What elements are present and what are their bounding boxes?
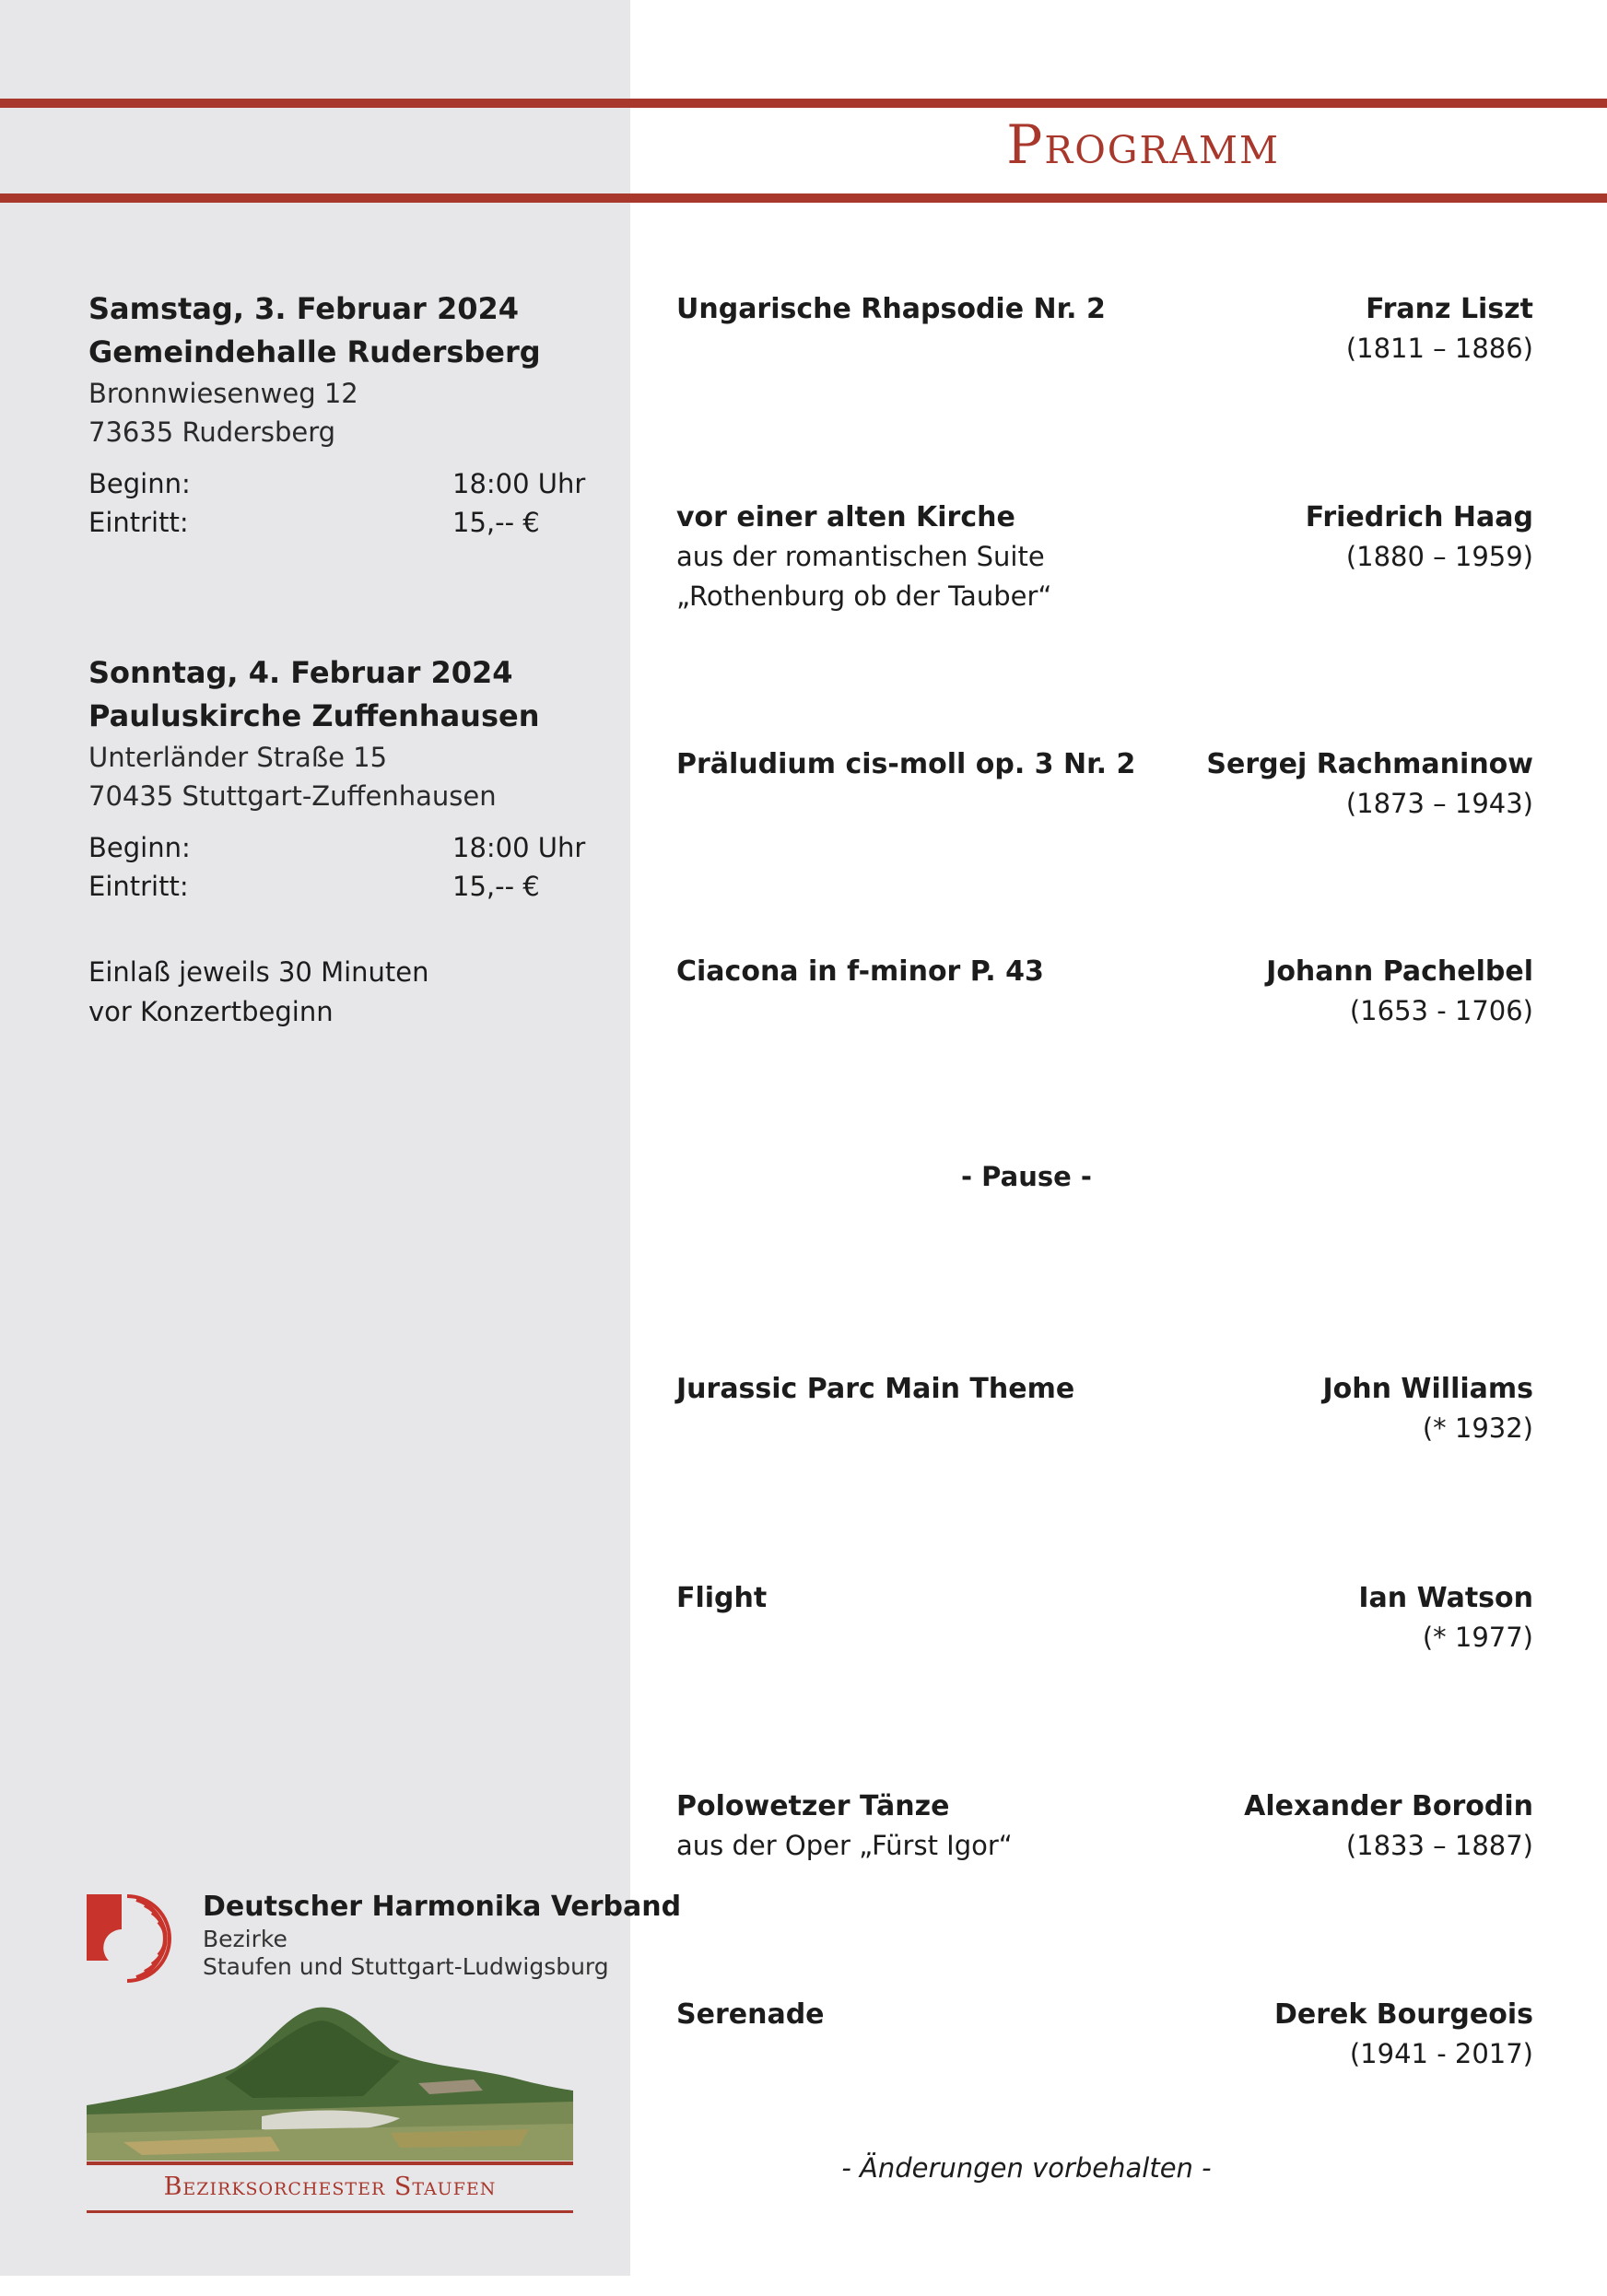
association-info — [203, 1889, 681, 1981]
eintritt-value: 15,-- € — [452, 507, 540, 538]
work-title: Serenade — [676, 1998, 825, 2031]
composer-years: (* 1932) — [1422, 1412, 1533, 1444]
page-title: Programm — [1006, 113, 1280, 176]
concert-info-1 — [88, 287, 586, 542]
eintritt-row — [88, 503, 586, 542]
composer-years: (1653 - 1706) — [1349, 995, 1533, 1026]
association-name: Deutscher Harmonika Verband — [203, 1891, 682, 1923]
work-title: Jurassic Parc Main Theme — [676, 1373, 1075, 1405]
concert-street: Bronnwiesenweg 12 — [88, 378, 358, 409]
header-rule-bottom — [0, 193, 1607, 203]
concert-street: Unterländer Straße 15 — [88, 742, 388, 773]
work-subtitle: aus der romantischen Suite — [676, 541, 1045, 572]
concert-city: 70435 Stuttgart-Zuffenhausen — [88, 780, 497, 812]
concert-venue: Gemeindehalle Rudersberg — [88, 334, 541, 369]
hill-landscape-photo — [87, 1995, 573, 2161]
beginn-value: 18:00 Uhr — [452, 468, 586, 499]
intermission-label: - Pause - — [961, 1161, 1092, 1192]
work-title: Präludium cis-moll op. 3 Nr. 2 — [676, 748, 1136, 780]
orchestra-name: Bezirksorchester Staufen — [163, 2173, 497, 2201]
eintritt-label: Eintritt: — [88, 507, 189, 538]
composer-years: (1941 - 2017) — [1349, 2038, 1533, 2069]
work-subtitle: „Rothenburg ob der Tauber“ — [676, 580, 1052, 612]
beginn-row — [88, 464, 586, 503]
composer-name: Sergej Rachmaninow — [1206, 748, 1533, 780]
association-line2: Bezirke — [203, 1926, 287, 1952]
composer-name: Ian Watson — [1358, 1582, 1533, 1614]
composer-years: (1811 – 1886) — [1345, 333, 1533, 364]
beginn-label: Beginn: — [88, 832, 191, 863]
beginn-row — [88, 828, 586, 867]
work-title: vor einer alten Kirche — [676, 501, 1015, 533]
concert-date: Sonntag, 4. Februar 2024 — [88, 655, 513, 690]
beginn-value: 18:00 Uhr — [452, 832, 586, 863]
composer-info — [1054, 1995, 1533, 2074]
work-title: Ungarische Rhapsodie Nr. 2 — [676, 293, 1106, 325]
composer-info — [1054, 1578, 1533, 1658]
work-title: Flight — [676, 1582, 768, 1614]
composer-years: (1833 – 1887) — [1345, 1830, 1533, 1861]
eintritt-value: 15,-- € — [452, 871, 540, 902]
harmonika-fan-logo-icon — [87, 1892, 179, 1985]
concert-city: 73635 Rudersberg — [88, 416, 336, 448]
composer-info — [1054, 952, 1533, 1031]
beginn-label: Beginn: — [88, 468, 191, 499]
composer-years: (1880 – 1959) — [1345, 541, 1533, 572]
composer-info — [1054, 289, 1533, 369]
composer-years: (* 1977) — [1422, 1622, 1533, 1653]
admission-note-line2: vor Konzertbeginn — [88, 996, 334, 1027]
composer-years: (1873 – 1943) — [1345, 788, 1533, 819]
changes-reserved-note: - Änderungen vorbehalten - — [841, 2152, 1212, 2184]
composer-name: Franz Liszt — [1366, 293, 1533, 325]
admission-note — [88, 953, 568, 1032]
concert-date: Samstag, 3. Februar 2024 — [88, 291, 519, 326]
composer-info — [1054, 744, 1533, 824]
work-subtitle: aus der Oper „Fürst Igor“ — [676, 1830, 1013, 1861]
orchestra-rule-bottom — [87, 2210, 573, 2213]
admission-note-line1: Einlaß jeweils 30 Minuten — [88, 956, 429, 988]
composer-name: Johann Pachelbel — [1266, 955, 1533, 988]
orchestra-rule-top — [87, 2161, 573, 2165]
composer-name: Derek Bourgeois — [1274, 1998, 1533, 2031]
association-line3: Staufen und Stuttgart-Ludwigsburg — [203, 1953, 609, 1980]
composer-info — [1054, 498, 1533, 577]
concert-venue: Pauluskirche Zuffenhausen — [88, 698, 540, 733]
work-title: Ciacona in f-minor P. 43 — [676, 955, 1044, 988]
work-title: Polowetzer Tänze — [676, 1790, 950, 1822]
composer-name: Alexander Borodin — [1244, 1790, 1533, 1822]
eintritt-label: Eintritt: — [88, 871, 189, 902]
header-rule-top — [0, 99, 1607, 108]
composer-info — [1054, 1786, 1533, 1866]
composer-info — [1054, 1369, 1533, 1448]
composer-name: Friedrich Haag — [1305, 501, 1533, 533]
composer-name: John Williams — [1322, 1373, 1533, 1405]
eintritt-row — [88, 867, 586, 906]
concert-info-2 — [88, 651, 586, 906]
